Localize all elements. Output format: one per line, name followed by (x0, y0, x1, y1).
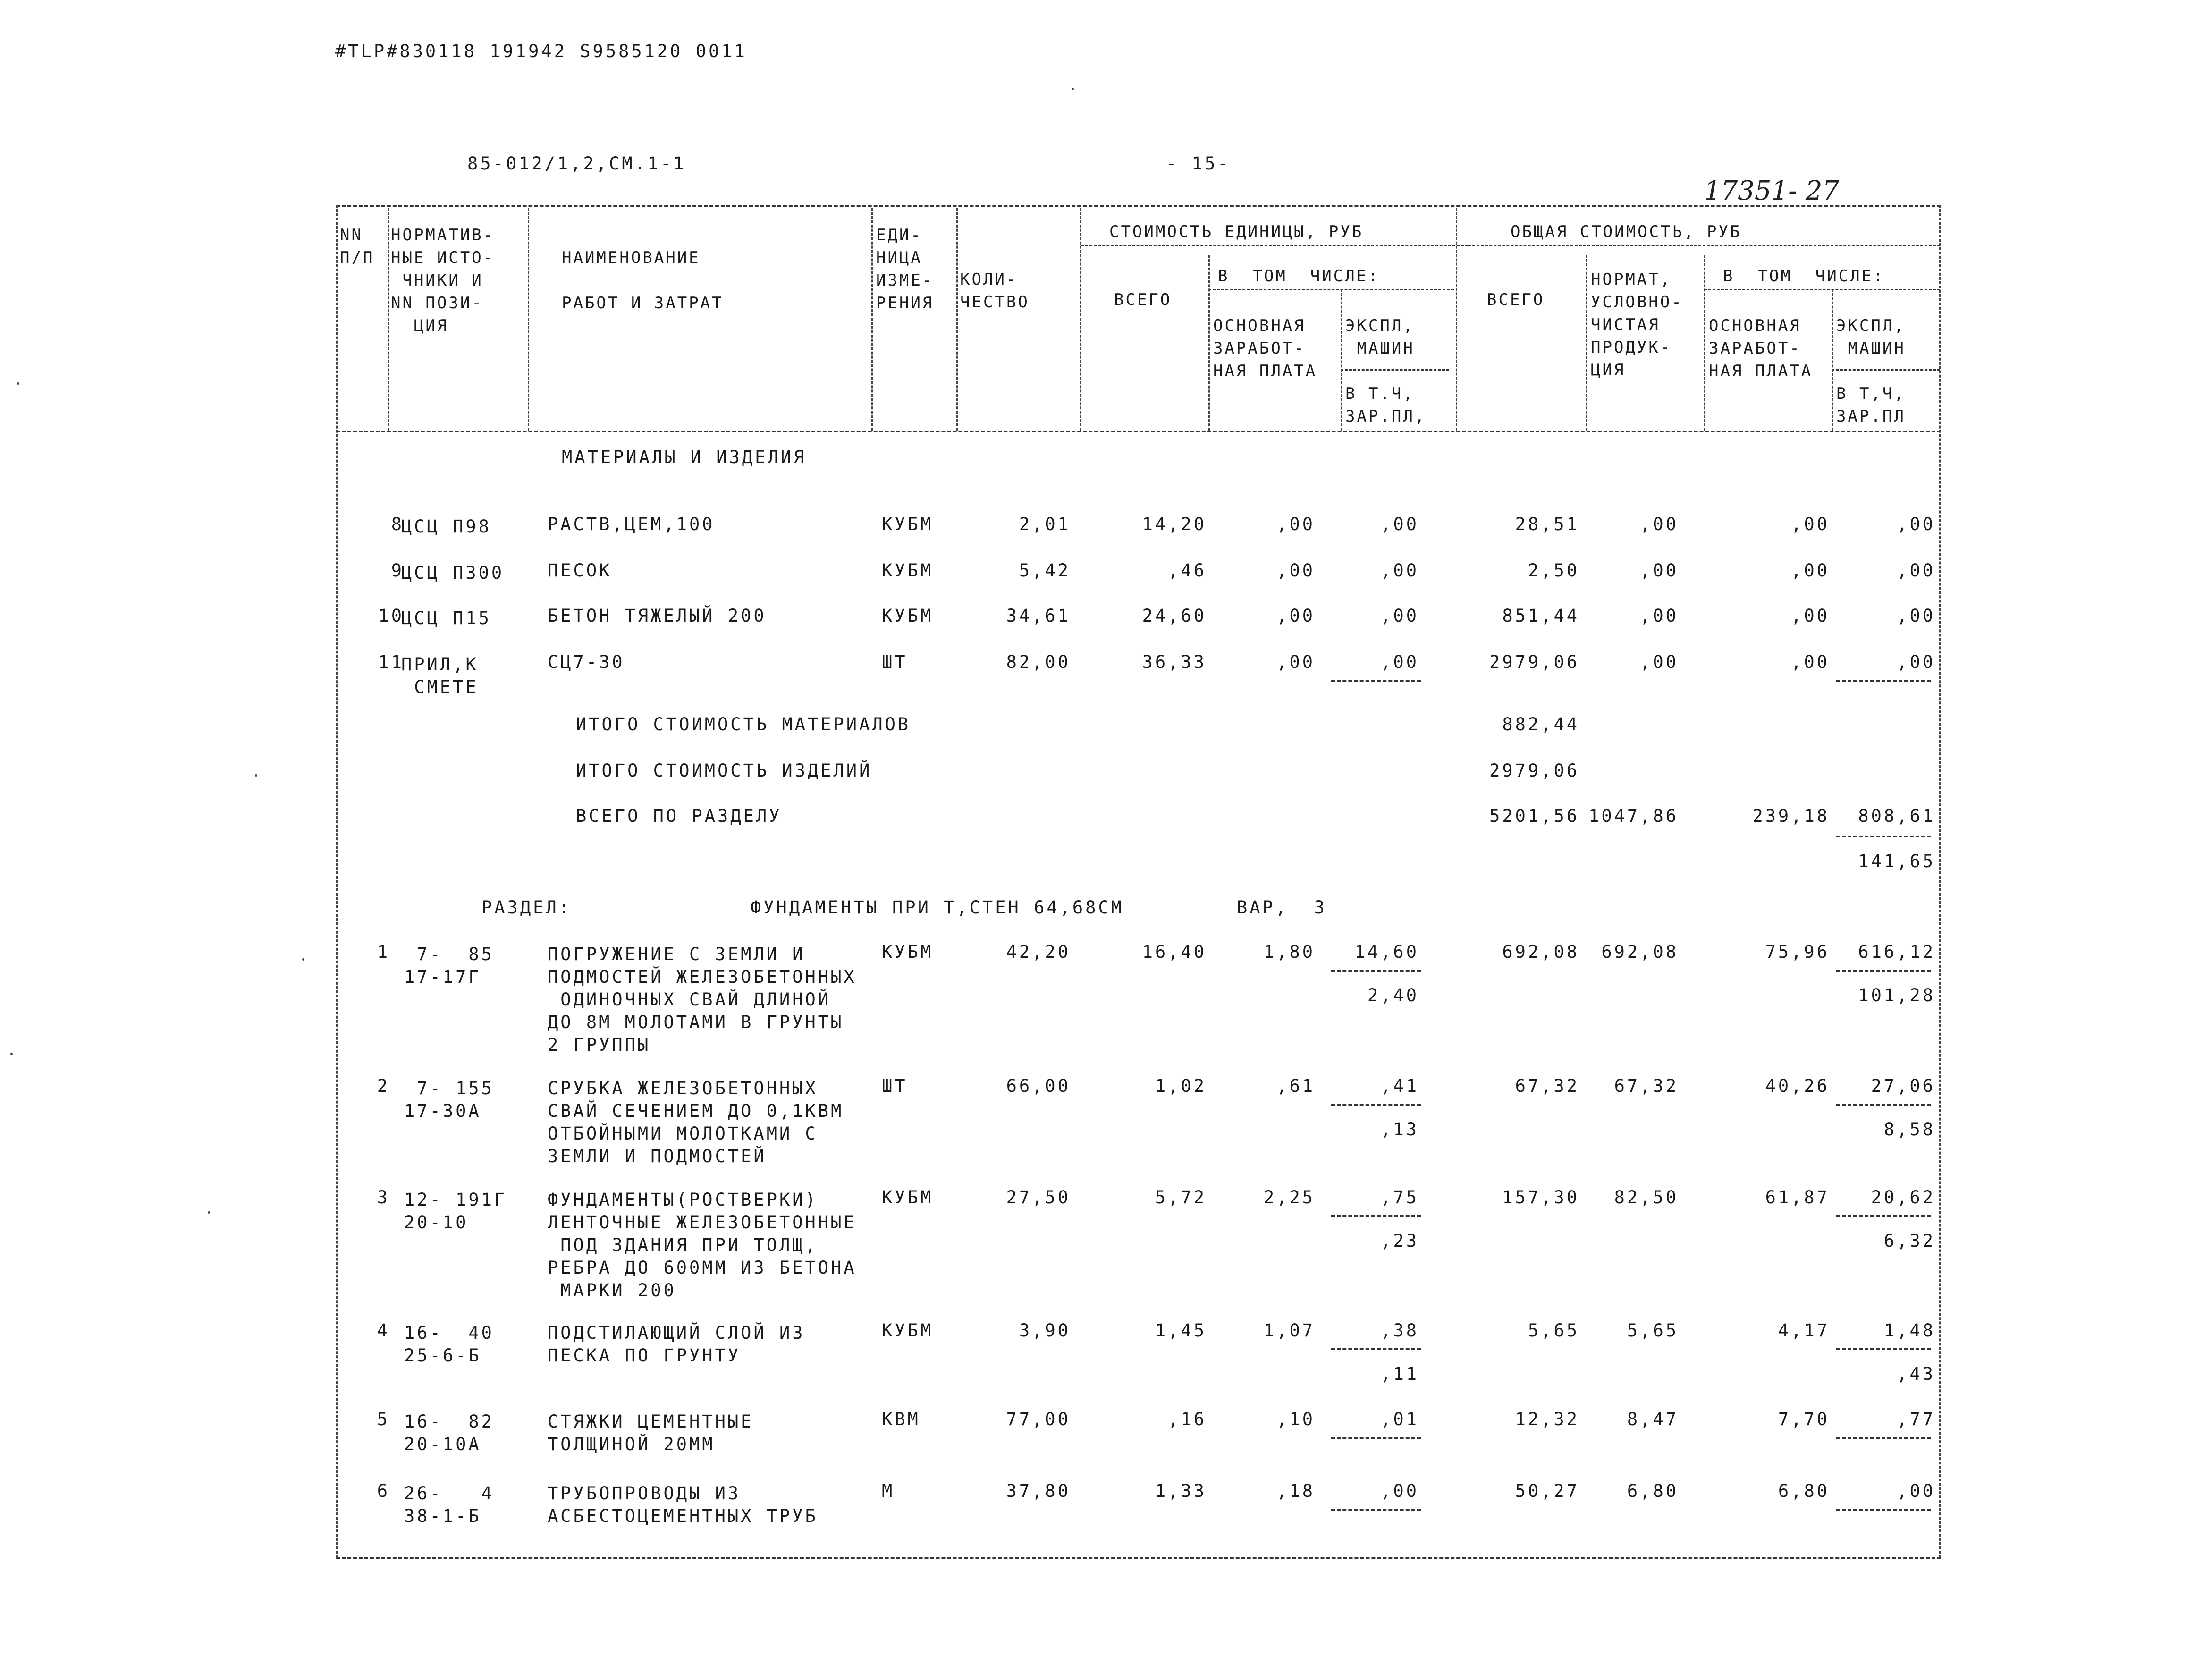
row-source: 7- 85 17-17Г (404, 944, 494, 987)
row-norm: 8,47 (1627, 1409, 1679, 1429)
row-unit-cost: 14,20 (1142, 514, 1207, 534)
dash-line (1836, 1348, 1931, 1350)
row-total-mach: 616,12 (1858, 942, 1935, 962)
header-tc-wage: ОСНОВНАЯ ЗАРАБОТ- НАЯ ПЛАТА (1709, 316, 1813, 380)
row-unit-mach-wage: ,13 (1380, 1119, 1419, 1140)
table-top-border (336, 205, 1941, 207)
row-source: 16- 82 20-10А (404, 1411, 494, 1454)
section-total-mach: 808,61 (1858, 806, 1935, 826)
row-total-mach: 27,06 (1871, 1076, 1935, 1096)
scan-speck (208, 1211, 210, 1214)
header-unit-cost: СТОИМОСТЬ ЕДИНИЦЫ, РУБ (1109, 222, 1364, 241)
row-qty: 3,90 (1019, 1320, 1071, 1341)
dash-line (1331, 970, 1421, 972)
row-total-mach: ,00 (1897, 514, 1935, 534)
row-total: 50,27 (1515, 1481, 1579, 1501)
row-unit-cost: ,16 (1168, 1409, 1207, 1429)
header-uc-wage: ОСНОВНАЯ ЗАРАБОТ- НАЯ ПЛАТА (1213, 316, 1317, 380)
row-norm: ,00 (1640, 560, 1679, 581)
header-bottom-border (336, 431, 1941, 432)
row-unit-cost: 24,60 (1142, 606, 1207, 626)
row-unit-mach: ,41 (1380, 1076, 1419, 1096)
header-qty: КОЛИ- ЧЕСТВО (960, 270, 1030, 312)
row-source: 7- 155 17-30А (404, 1078, 494, 1121)
row-qty: 42,20 (1006, 942, 1071, 962)
row-norm: 692,08 (1601, 942, 1679, 962)
section2-label: РАЗДЕЛ: (481, 897, 572, 918)
dash-line (1836, 1437, 1931, 1439)
page-number: - 15- (1166, 153, 1231, 174)
row-number: 11 (378, 652, 404, 672)
row-total-wage: 6,80 (1778, 1481, 1830, 1501)
row-unit-wage: ,61 (1276, 1076, 1315, 1096)
row-name: ПОДСТИЛАЮЩИЙ СЛОЙ ИЗ ПЕСКА ПО ГРУНТУ (548, 1323, 805, 1366)
row-qty: 34,61 (1006, 606, 1071, 626)
row-name: БЕТОН ТЯЖЕЛЫЙ 200 (548, 606, 767, 626)
row-total-wage: 61,87 (1765, 1187, 1830, 1208)
dash-line (1836, 1104, 1931, 1106)
row-unit: КУБМ (882, 1187, 934, 1208)
total-products-value: 2979,06 (1489, 760, 1579, 781)
section-total-value: 5201,56 (1489, 806, 1579, 826)
row-source: 16- 40 25-6-Б (404, 1323, 494, 1366)
row-unit-mach: 14,60 (1354, 942, 1419, 962)
section-total-norm: 1047,86 (1588, 806, 1679, 826)
total-materials-value: 882,44 (1502, 714, 1579, 735)
row-number: 8 (391, 514, 404, 534)
row-number: 5 (377, 1409, 390, 1429)
row-total: 2,50 (1528, 560, 1579, 581)
row-unit-wage: ,00 (1276, 652, 1315, 672)
row-unit-mach: ,00 (1380, 606, 1419, 626)
header-source: НОРМАТИВ- НЫЕ ИСТО- ЧНИКИ И NN ПОЗИ- ЦИЯ (391, 226, 495, 335)
section-total-dash (1836, 836, 1931, 837)
row-total-mach: ,00 (1897, 606, 1935, 626)
header-divider-total-incl (1704, 289, 1940, 290)
header-divider-total-mach (1832, 369, 1940, 371)
row-unit-mach: ,00 (1380, 652, 1419, 672)
header-nn: NN П/П (340, 226, 375, 267)
row-number: 10 (378, 606, 404, 626)
row-unit: КВМ (882, 1409, 920, 1429)
header-divider-unit-incl (1208, 289, 1454, 290)
row-total-mach-wage: 101,28 (1858, 985, 1935, 1005)
dash-line (1331, 1348, 1421, 1350)
section-title-materials: МАТЕРИАЛЫ И ИЗДЕЛИЯ (562, 447, 807, 467)
col-divider-10 (1704, 255, 1705, 431)
row-number: 9 (391, 560, 404, 581)
scan-speck (10, 1053, 13, 1055)
row-total: 67,32 (1515, 1076, 1579, 1096)
row-qty: 2,01 (1019, 514, 1071, 534)
header-unit: ЕДИ- НИЦА ИЗМЕ- РЕНИЯ (876, 226, 934, 313)
row-source: ЦСЦ П15 (401, 608, 491, 628)
header-total-cost: ОБЩАЯ СТОИМОСТЬ, РУБ (1511, 222, 1742, 241)
document-reference: 85-012/1,2,СМ.1-1 (467, 153, 686, 174)
row-unit: КУБМ (882, 942, 934, 962)
row-total-wage: ,00 (1791, 606, 1830, 626)
row-unit-wage: 1,07 (1263, 1320, 1315, 1341)
col-divider-8 (1456, 208, 1457, 431)
row-unit-cost: 1,02 (1155, 1076, 1207, 1096)
row-name: ПЕСОК (548, 560, 612, 581)
row-total-mach: 20,62 (1871, 1187, 1935, 1208)
dash-line (1836, 1509, 1931, 1511)
scan-speck (255, 774, 257, 777)
total-materials-label: ИТОГО СТОИМОСТЬ МАТЕРИАЛОВ (576, 714, 911, 735)
header-divider-unit-cost (1081, 245, 1468, 246)
header-uc-incl: В ТОМ ЧИСЛЕ: (1218, 267, 1380, 286)
header-tc-incl: В ТОМ ЧИСЛЕ: (1723, 267, 1885, 286)
row-norm: 82,50 (1614, 1187, 1679, 1208)
row-total-mach-wage: 8,58 (1883, 1119, 1935, 1140)
row-qty: 82,00 (1006, 652, 1071, 672)
row-qty: 66,00 (1006, 1076, 1071, 1096)
row-source: 12- 191Г 20-10 (404, 1190, 507, 1233)
row-total-mach: ,00 (1897, 652, 1935, 672)
row-unit-wage: ,00 (1276, 606, 1315, 626)
row-total-mach-wage: 6,32 (1883, 1231, 1935, 1251)
row-unit-mach: ,01 (1380, 1409, 1419, 1429)
row-total: 12,32 (1515, 1409, 1579, 1429)
document-code: #TLP#830118 191942 S9585120 0011 (335, 41, 747, 61)
col-divider-9 (1586, 255, 1587, 431)
dash-line (1836, 970, 1931, 972)
row-total-wage: 4,17 (1778, 1320, 1830, 1341)
row-unit-cost: 16,40 (1142, 942, 1207, 962)
row-name: СТЯЖКИ ЦЕМЕНТНЫЕ ТОЛЩИНОЙ 20ММ (548, 1411, 754, 1454)
row-total-wage: 40,26 (1765, 1076, 1830, 1096)
row-total: 692,08 (1502, 942, 1579, 962)
row-source: ЦСЦ П300 (401, 563, 505, 583)
row-unit: ШТ (882, 1076, 908, 1096)
header-divider-total-cost (1468, 245, 1940, 246)
row-total: 28,51 (1515, 514, 1579, 534)
row-unit: КУБМ (882, 1320, 934, 1341)
row-source: ПРИЛ,К СМЕТЕ (401, 654, 479, 697)
table-left-border (336, 205, 338, 1558)
row-norm: ,00 (1640, 652, 1679, 672)
row-total-wage: 75,96 (1765, 942, 1830, 962)
row-unit-cost: 5,72 (1155, 1187, 1207, 1208)
row-total: 2979,06 (1489, 652, 1579, 672)
col-divider-4 (956, 208, 958, 431)
row-unit: КУБМ (882, 514, 934, 534)
row-qty: 77,00 (1006, 1409, 1071, 1429)
row-total-mach: ,77 (1897, 1409, 1935, 1429)
row-unit-mach-wage: 2,40 (1367, 985, 1419, 1005)
row-unit-wage: 1,80 (1263, 942, 1315, 962)
row-unit-wage: ,00 (1276, 560, 1315, 581)
row-norm: ,00 (1640, 514, 1679, 534)
table-right-border (1939, 205, 1941, 1558)
scan-speck (302, 958, 304, 961)
row-name: ПОГРУЖЕНИЕ С ЗЕМЛИ И ПОДМОСТЕЙ ЖЕЛЕЗОБЕТОННЫХ ОДИНОЧНЫХ СВАЙ ДЛИНОЙ ДО 8М МОЛОТАМИ В ГРУНТЫ 2 ГРУППЫ (548, 944, 857, 1055)
col-divider-3 (871, 208, 873, 431)
row-number: 3 (377, 1187, 390, 1208)
header-uc-mach: ЭКСПЛ, МАШИН (1345, 316, 1415, 358)
row-unit-cost: 1,33 (1155, 1481, 1207, 1501)
dash-line (1836, 680, 1931, 682)
table-bottom-border (336, 1557, 1941, 1559)
row-unit-cost: ,46 (1168, 560, 1207, 581)
row-total-mach: ,00 (1897, 1481, 1935, 1501)
header-tc-norm: НОРМАТ, УСЛОВНО- ЧИСТАЯ ПРОДУК- ЦИЯ (1591, 270, 1683, 380)
row-norm: ,00 (1640, 606, 1679, 626)
col-divider-5 (1080, 208, 1081, 431)
row-unit-mach-wage: ,11 (1380, 1364, 1419, 1384)
col-divider-11 (1832, 289, 1833, 431)
row-unit-wage: ,18 (1276, 1481, 1315, 1501)
row-name: СЦ7-30 (548, 652, 625, 672)
row-unit-mach: ,00 (1380, 514, 1419, 534)
dash-line (1331, 1509, 1421, 1511)
row-unit-wage: ,00 (1276, 514, 1315, 534)
row-total: 5,65 (1528, 1320, 1579, 1341)
row-unit-mach-wage: ,23 (1380, 1231, 1419, 1251)
header-uc-total: ВСЕГО (1114, 290, 1172, 309)
section-total-mach-wage: 141,65 (1858, 851, 1935, 871)
section-total-wage: 239,18 (1752, 806, 1830, 826)
col-divider-6 (1208, 255, 1210, 431)
row-total-mach-wage: ,43 (1897, 1364, 1935, 1384)
row-unit-wage: 2,25 (1263, 1187, 1315, 1208)
row-unit: КУБМ (882, 560, 934, 581)
row-unit-wage: ,10 (1276, 1409, 1315, 1429)
header-divider-unit-mach (1341, 369, 1449, 371)
row-unit-cost: 36,33 (1142, 652, 1207, 672)
row-total-mach: ,00 (1897, 560, 1935, 581)
scan-speck (17, 382, 19, 385)
col-divider-1 (388, 208, 389, 431)
row-qty: 5,42 (1019, 560, 1071, 581)
row-total-wage: ,00 (1791, 514, 1830, 534)
header-tc-mach-wage: В Т,Ч, ЗАР.ПЛ (1836, 384, 1906, 426)
header-tc-mach: ЭКСПЛ, МАШИН (1836, 316, 1906, 358)
row-total-wage: ,00 (1791, 560, 1830, 581)
row-name: ТРУБОПРОВОДЫ ИЗ АСБЕСТОЦЕМЕНТНЫХ ТРУБ (548, 1483, 818, 1526)
row-unit: КУБМ (882, 606, 934, 626)
section2-variant: ВАР, 3 (1237, 897, 1327, 918)
row-number: 4 (377, 1320, 390, 1341)
header-uc-mach-wage: В Т.Ч, ЗАР.ПЛ, (1345, 384, 1427, 426)
row-unit-mach: ,38 (1380, 1320, 1419, 1341)
row-number: 1 (377, 942, 390, 962)
row-total-mach: 1,48 (1883, 1320, 1935, 1341)
row-unit: ШТ (882, 652, 908, 672)
row-total-wage: ,00 (1791, 652, 1830, 672)
row-total: 157,30 (1502, 1187, 1579, 1208)
header-name: НАИМЕНОВАНИЕ РАБОТ И ЗАТРАТ (562, 248, 724, 313)
row-norm: 6,80 (1627, 1481, 1679, 1501)
total-products-label: ИТОГО СТОИМОСТЬ ИЗДЕЛИЙ (576, 760, 872, 781)
section2-title: ФУНДАМЕНТЫ ПРИ Т,СТЕН 64,68СМ (751, 897, 1124, 918)
row-total: 851,44 (1502, 606, 1579, 626)
scan-speck (1072, 88, 1074, 90)
row-norm: 67,32 (1614, 1076, 1679, 1096)
row-name: ФУНДАМЕНТЫ(РОСТВЕРКИ) ЛЕНТОЧНЫЕ ЖЕЛЕЗОБЕТОННЫЕ ПОД ЗДАНИЯ ПРИ ТОЛЩ, РЕБРА ДО 600ММ ИЗ БЕТОНА МАРКИ 200 (548, 1190, 857, 1301)
row-number: 2 (377, 1076, 390, 1096)
dash-line (1836, 1215, 1931, 1217)
row-qty: 37,80 (1006, 1481, 1071, 1501)
row-source: ЦСЦ П98 (401, 516, 491, 537)
dash-line (1331, 1215, 1421, 1217)
row-name: СРУБКА ЖЕЛЕЗОБЕТОННЫХ СВАЙ СЕЧЕНИЕМ ДО 0,1КВМ ОТБОЙНЫМИ МОЛОТКАМИ С ЗЕМЛИ И ПОДМОСТЕЙ (548, 1078, 844, 1166)
header-tc-total: ВСЕГО (1487, 290, 1545, 309)
row-unit-cost: 1,45 (1155, 1320, 1207, 1341)
row-source: 26- 4 38-1-Б (404, 1483, 494, 1526)
row-unit-mach: ,00 (1380, 1481, 1419, 1501)
row-number: 6 (377, 1481, 390, 1501)
row-norm: 5,65 (1627, 1320, 1679, 1341)
dash-line (1331, 680, 1421, 682)
row-name: РАСТВ,ЦЕМ,100 (548, 514, 715, 534)
col-divider-7 (1341, 289, 1342, 431)
handwritten-note: 17351- 27 (1704, 176, 1840, 206)
row-unit: М (882, 1481, 895, 1501)
row-unit-mach: ,75 (1380, 1187, 1419, 1208)
section-total-label: ВСЕГО ПО РАЗДЕЛУ (576, 806, 782, 826)
row-unit-mach: ,00 (1380, 560, 1419, 581)
row-total-wage: 7,70 (1778, 1409, 1830, 1429)
row-qty: 27,50 (1006, 1187, 1071, 1208)
col-divider-2 (528, 208, 529, 431)
dash-line (1331, 1437, 1421, 1439)
dash-line (1331, 1104, 1421, 1106)
